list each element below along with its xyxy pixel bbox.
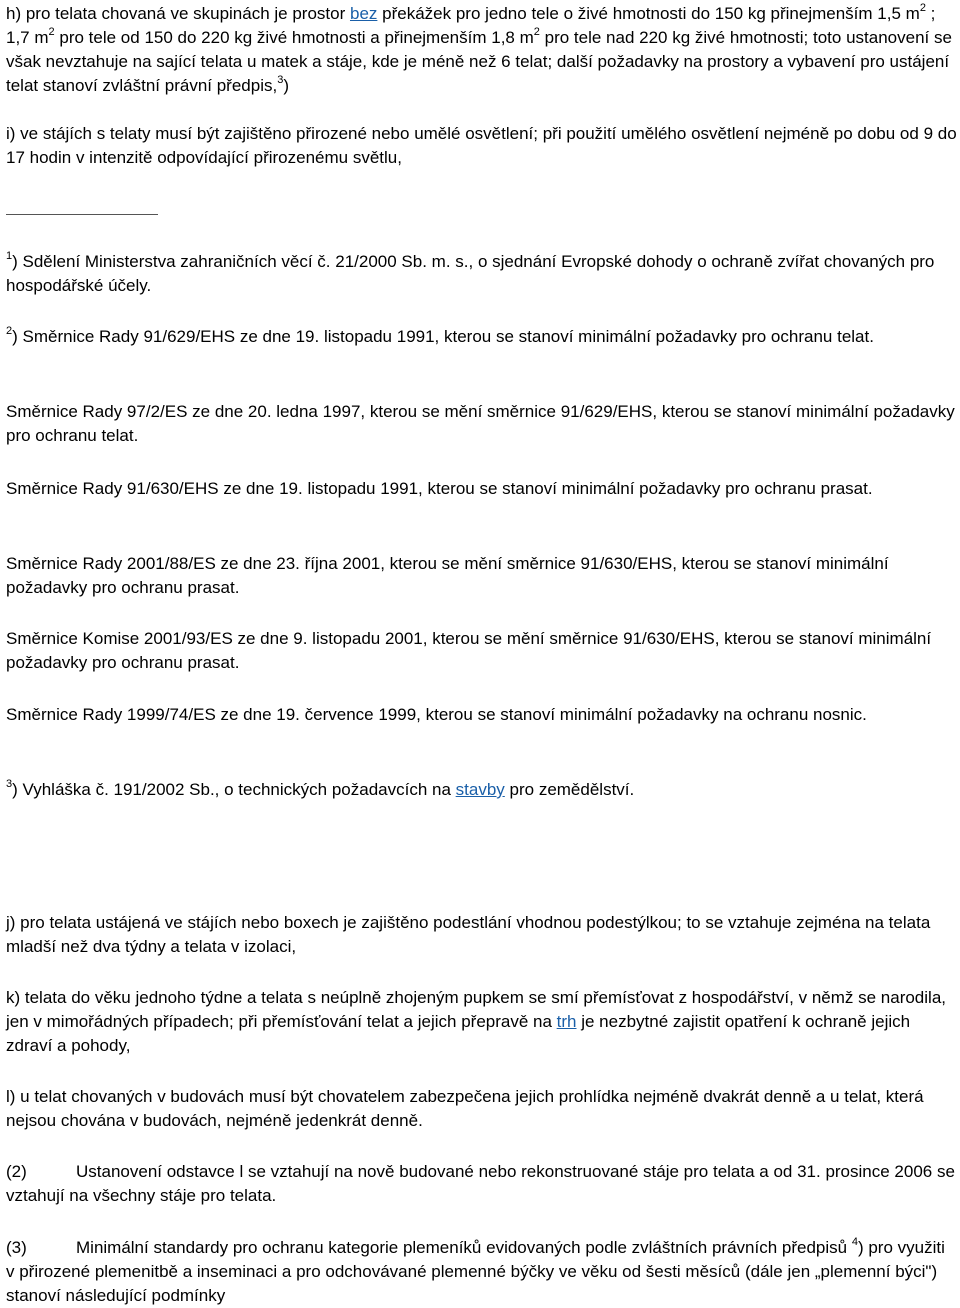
- link-trh[interactable]: trh: [556, 1012, 577, 1031]
- paragraph-k: k) telata do věku jednoho týdne a telata s neúplně zhojeným pupkem se smí přemísťovat z hospodářství, v němž se narodila, jen v mimořádných případech; při přemísťování telat a jejich přepravě na trh je nezbytné zajistit opatření k ochraně jejich zdraví a pohody,: [6, 988, 946, 1055]
- paragraph-h: h) pro telata chovaná ve skupinách je prostor bez překážek pro jedno tele o živé hmotnosti do 150 kg přinejmenším 1,5 $m^2$ ; 1,7 $m^2$ pro tele od 150 do 220 kg živé hmotnosti a přinejmenším 1,8 $m^2$ pro tele nad 220 kg živé hmotnosti; toto ustanovení se však nevztahuje na sající telata u matek a stáje, kde je méně než 6 telat; další požadavky na prostory a vybavení pro ustájení telat stanoví zvláštní právní předpis,$^3$): [6, 2, 952, 95]
- footnote-ref-4: 4: [851, 1236, 858, 1249]
- footnote-2-directive-97-2: Směrnice Rady 97/2/ES ze dne 20. ledna 1997, kterou se mění směrnice 91/629/EHS, kterou se stanoví minimální požadavky pro ochranu telat.: [6, 402, 955, 445]
- footnote-2: $^2$) Směrnice Rady 91/629/EHS ze dne 19. listopadu 1991, kterou se stanoví minimální požadavky pro ochranu telat.: [6, 325, 874, 346]
- link-stavby[interactable]: stavby: [455, 780, 505, 799]
- paragraph-i: i) ve stájích s telaty musí být zajištěno přirozené nebo umělé osvětlení; při použití umělého osvětlení nejméně po dobu od 9 do 17 hodin v intenzitě odpovídající přirozenému světlu,: [6, 124, 957, 167]
- paragraph-number-2: (2): [6, 1162, 27, 1181]
- footnote-3: $^3$) Vyhláška č. 191/2002 Sb., o technických požadavcích na stavby pro zemědělství.: [6, 778, 635, 799]
- footnote-ref-3: 3: [277, 74, 284, 87]
- paragraph-l: l) u telat chovaných v budovách musí být chovatelem zabezpečena jejich prohlídka nejméně dvakrát denně a u telat, která nejsou chována v budovách, nejméně jedenkrát denně.: [6, 1087, 924, 1130]
- link-bez[interactable]: bez: [349, 4, 378, 23]
- footnote-2-directive-2001-93: Směrnice Komise 2001/93/ES ze dne 9. listopadu 2001, kterou se mění směrnice 91/630/EHS, kterou se stanoví minimální požadavky pro ochranu prasat.: [6, 629, 932, 672]
- footnote-2-directive-91-630: Směrnice Rady 91/630/EHS ze dne 19. listopadu 1991, kterou se stanoví minimální požadavky pro ochranu prasat.: [6, 479, 873, 498]
- footnote-2-directive-2001-88: Směrnice Rady 2001/88/ES ze dne 23. října 2001, kterou se mění směrnice 91/630/EHS, kterou se stanoví minimální požadavky pro ochranu prasat.: [6, 554, 889, 597]
- footnote-1: $^1$) Sdělení Ministerstva zahraničních věcí č. 21/2000 Sb. m. s., o sjednání Evropské dohody o ochraně zvířat chovaných pro hospodářské účely.: [6, 250, 935, 295]
- footnote-separator: [6, 214, 158, 215]
- paragraph-3: (3) Minimální standardy pro ochranu kategorie plemeníků evidovaných podle zvláštních právních předpisů $^4$) pro využiti v přirozené plemenitbě a inseminaci a pro odchovávané plemenné býčky ve věku od šesti měsíců (dále jen „plemenní býci") stanoví následující podmínky: [6, 1236, 945, 1305]
- footnote-2-directive-1999-74: Směrnice Rady 1999/74/ES ze dne 19. července 1999, kterou se stanoví minimální požadavky na ochranu nosnic.: [6, 705, 867, 724]
- paragraph-j: j) pro telata ustájená ve stájích nebo boxech je zajištěno podestlání vhodnou podestýlkou; to se vztahuje zejména na telata mladší než dva týdny a telata v izolaci,: [6, 913, 931, 956]
- paragraph-2: (2) Ustanovení odstavce l se vztahují na nově budované nebo rekonstruované stáje pro telata a od 31. prosince 2006 se vztahují na všechny stáje pro telata.: [6, 1162, 955, 1205]
- paragraph-number-3: (3): [6, 1238, 27, 1257]
